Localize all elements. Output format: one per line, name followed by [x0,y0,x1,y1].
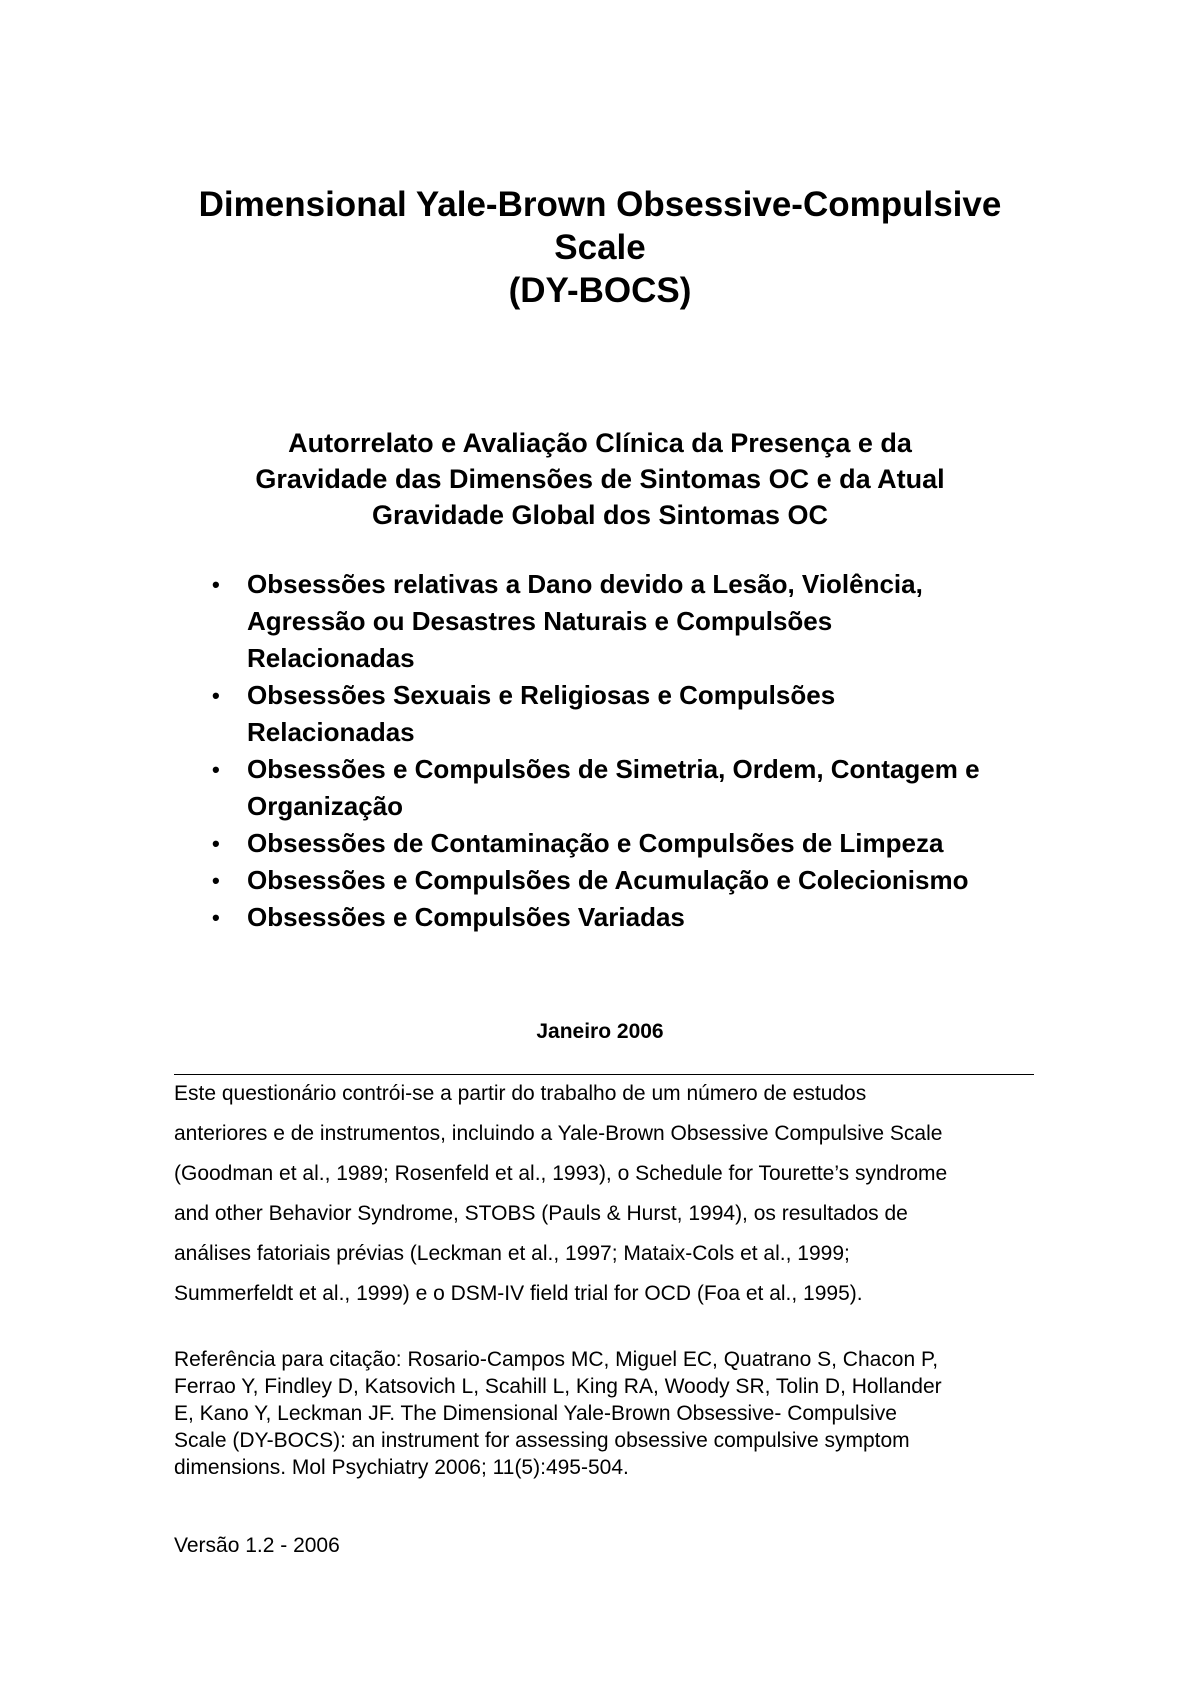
list-item [202,566,1062,677]
subtitle-line: Autorrelato e Avaliação Clínica da Presença e da [288,428,912,458]
citation-line: Referência para citação: Rosario-Campos MC, Miguel EC, Quatrano S, Chacon P, [174,1348,939,1371]
publication-date: Janeiro 2006 [536,1020,664,1043]
list-item-line: Organização [247,791,404,821]
citation-line: Ferrao Y, Findley D, Katsovich L, Scahill L, King RA, Woody SR, Tolin D, Hollander [174,1375,942,1398]
list-item-line: Agressão ou Desastres Naturais e Compulsões [247,606,833,636]
document-title [150,183,1050,312]
title-line: (DY-BOCS) [508,271,692,310]
list-item [202,899,1062,936]
list-item [202,825,1062,862]
note-line: Este questionário contrói-se a partir do trabalho de um número de estudos [174,1082,867,1105]
list-item-line: Obsessões Sexuais e Religiosas e Compulsões [247,680,836,710]
note-line: anteriores e de instrumentos, incluindo a Yale-Brown Obsessive Compulsive Scale [174,1122,943,1145]
title-line: Dimensional Yale-Brown Obsessive-Compulsive [198,185,1002,224]
subtitle-line: Gravidade das Dimensões de Sintomas OC e da Atual [255,464,945,494]
list-item-line: Obsessões de Contaminação e Compulsões de Limpeza [247,828,944,858]
document-subtitle [150,425,1050,533]
bullet-icon: • [212,831,220,856]
bullet-icon: • [212,868,220,893]
source-note [174,1074,1054,1314]
bullet-icon: • [212,572,220,597]
title-line: Scale [554,228,646,267]
citation-reference [174,1346,1054,1481]
bullet-icon: • [212,905,220,930]
list-item-line: Obsessões e Compulsões Variadas [247,902,685,932]
version-label: Versão 1.2 - 2006 [174,1534,340,1557]
bullet-icon: • [212,683,220,708]
list-item [202,677,1062,751]
list-item-line: Obsessões e Compulsões de Simetria, Ordem, Contagem e [247,754,980,784]
list-item-line: Obsessões e Compulsões de Acumulação e Colecionismo [247,865,969,895]
citation-line: Scale (DY-BOCS): an instrument for assessing obsessive compulsive symptom [174,1429,910,1452]
note-line: and other Behavior Syndrome, STOBS (Pauls & Hurst, 1994), os resultados de [174,1202,908,1225]
citation-line: E, Kano Y, Leckman JF. The Dimensional Yale-Brown Obsessive- Compulsive [174,1402,897,1425]
bullet-icon: • [212,757,220,782]
list-item-line: Relacionadas [247,643,415,673]
symptom-dimension-list [202,566,1062,936]
note-line: Summerfeldt et al., 1999) e o DSM-IV field trial for OCD (Foa et al., 1995). [174,1282,863,1305]
list-item-line: Relacionadas [247,717,415,747]
list-item-line: Obsessões relativas a Dano devido a Lesão, Violência, [247,569,923,599]
list-item [202,751,1062,825]
subtitle-line: Gravidade Global dos Sintomas OC [371,500,829,530]
note-line: (Goodman et al., 1989; Rosenfeld et al., 1993), o Schedule for Tourette’s syndrome [174,1162,948,1185]
list-item [202,862,1062,899]
citation-line: dimensions. Mol Psychiatry 2006; 11(5):495-504. [174,1456,629,1479]
note-line: análises fatoriais prévias (Leckman et al., 1997; Mataix-Cols et al., 1999; [174,1242,850,1265]
